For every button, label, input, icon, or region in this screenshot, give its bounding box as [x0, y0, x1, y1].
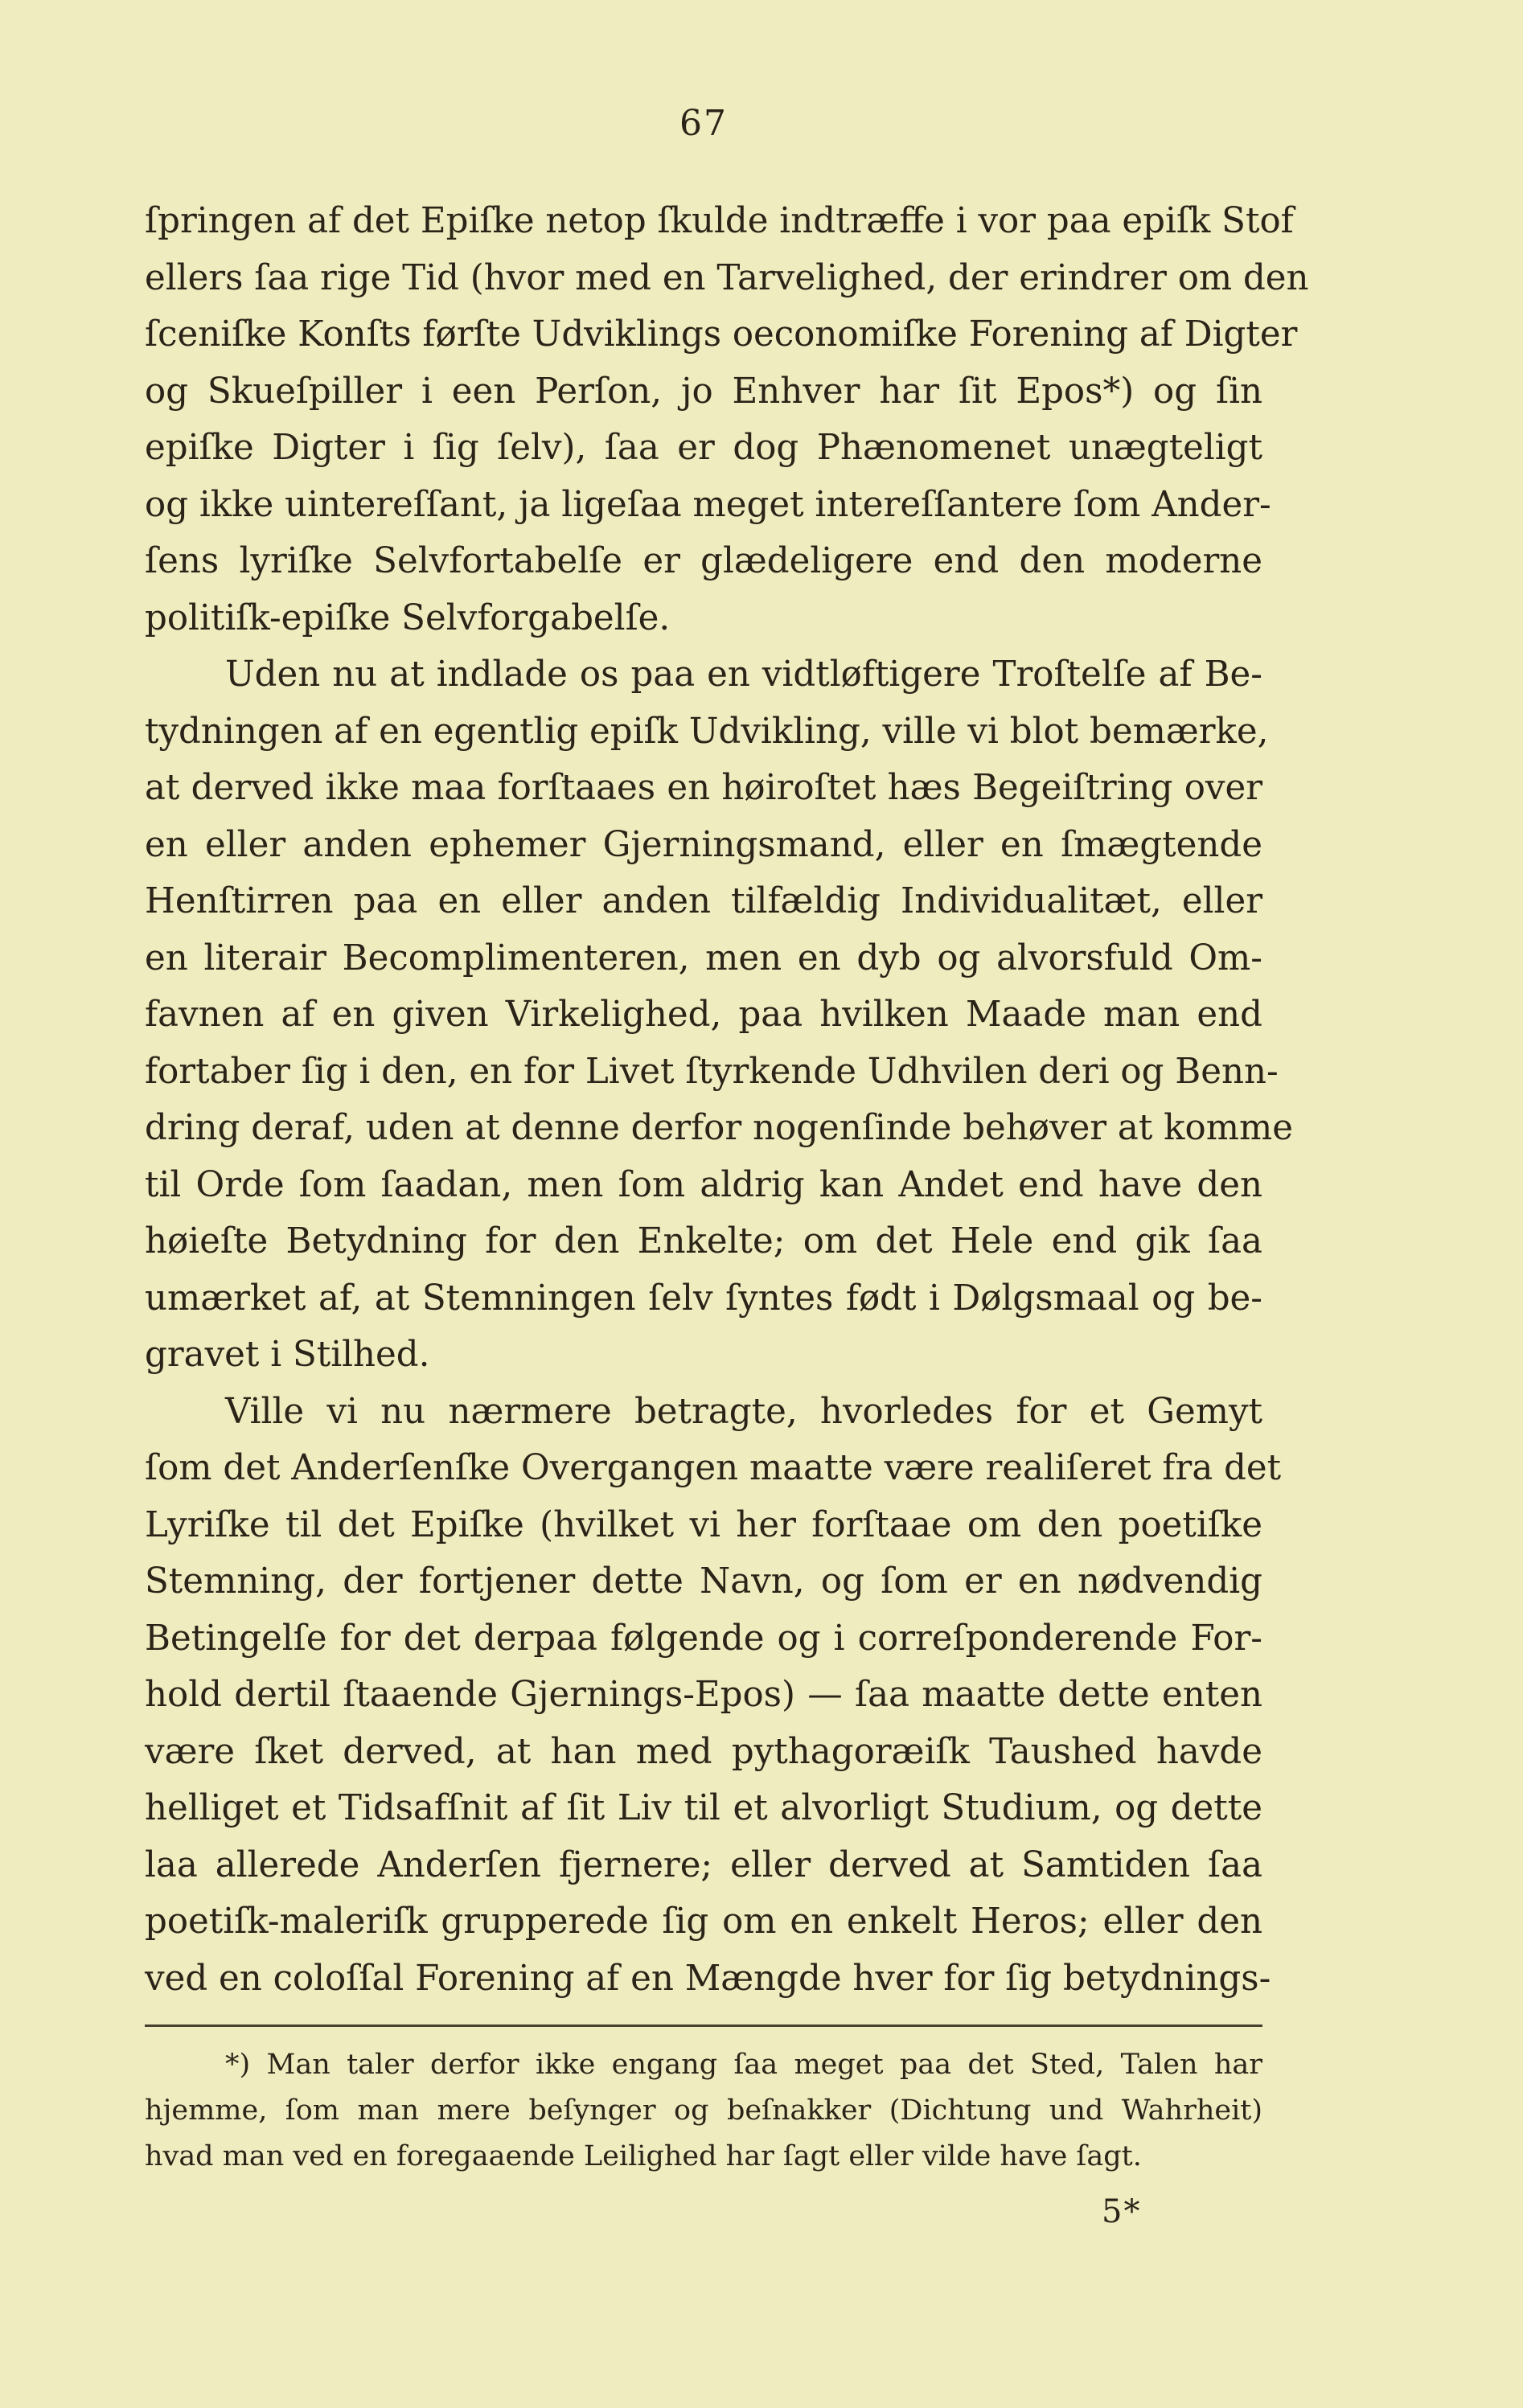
text-line: at derved ikke maa forſtaaes en høiroſtet hæs Begeiſtring over: [145, 768, 1262, 808]
text-line: politiſk-epiſke Selvforgabelſe.: [145, 597, 671, 638]
signature-mark: 5*: [1102, 2193, 1142, 2230]
text-line: hold dertil ſtaaende Gjernings-Epos) — ſaa maatte dette enten: [145, 1675, 1262, 1715]
text-line: en literair Becomplimenteren, men en dyb og alvorsfuld Om-: [145, 937, 1262, 978]
text-line: ved en coloſſal Forening af en Mængde hver for ſig betydnings-: [145, 1958, 1271, 1999]
text-line: umærket af, at Stemningen ſelv ſyntes født i Dølgsmaal og be-: [145, 1278, 1262, 1319]
text-line: Ville vi nu nærmere betragte, hvorledes for et Gemyt: [225, 1391, 1262, 1432]
text-line: ſens lyriſke Selvfortabelſe er glædeligere end den moderne: [145, 541, 1262, 581]
text-line: Lyriſke til det Epiſke (hvilket vi her forſtaae om den poetiſke: [145, 1504, 1262, 1545]
text-line: ellers ſaa rige Tid (hvor med en Tarvelighed, der erindrer om den: [145, 257, 1309, 298]
text-line: fortaber ſig i den, en for Livet ſtyrkende Udhvilen deri og Benn-: [145, 1051, 1279, 1092]
footnote-line: hjemme, ſom man mere beſynger og beſnakker (Dichtung und Wahrheit): [145, 2094, 1262, 2127]
text-line: poetiſk-maleriſk grupperede ſig om en enkelt Heros; eller den: [145, 1901, 1262, 1942]
text-line: ſceniſke Konſts førſte Udviklings oeconomiſke Forening af Digter: [145, 314, 1298, 355]
text-line: dring deraf, uden at denne derfor nogenſinde behøver at komme: [145, 1108, 1293, 1148]
footnote-divider: [145, 2024, 1262, 2027]
text-line: helliget et Tidsafſnit af ſit Liv til et alvorligt Studium, og dette: [145, 1788, 1262, 1828]
text-line: høieſte Betydning for den Enkelte; om det Hele end gik ſaa: [145, 1221, 1262, 1261]
text-line: ſpringen af det Epiſke netop ſkulde indtræffe i vor paa epiſk Stof: [145, 201, 1294, 241]
text-line: epiſke Digter i ſig ſelv), ſaa er dog Phænomenet unægteligt: [145, 428, 1262, 468]
text-line: tydningen af en egentlig epiſk Udvikling, ville vi blot bemærke,: [145, 711, 1269, 752]
footnote: [145, 2042, 1262, 2180]
text-line: en eller anden ephemer Gjerningsmand, eller en ſmægtende: [145, 824, 1262, 865]
text-line: Stemning, der fortjener dette Navn, og ſom er en nødvendig: [145, 1561, 1262, 1602]
text-line: og Skueſpiller i een Perſon, jo Enhver har ſit Epos*) og ſin: [145, 371, 1262, 412]
page-number: 67: [679, 103, 728, 144]
footnote-line: hvad man ved en foregaaende Leilighed har ſagt eller vilde have ſagt.: [145, 2140, 1142, 2172]
text-line: til Orde ſom ſaadan, men ſom aldrig kan Andet end have den: [145, 1164, 1262, 1205]
text-line: favnen af en given Virkelighed, paa hvilken Maade man end: [145, 995, 1262, 1035]
text-line: ſom det Anderſenſke Overgangen maatte være realiſeret fra det: [145, 1448, 1282, 1488]
footnote-line: *) Man taler derfor ikke engang ſaa meget paa det Sted, Talen har: [225, 2049, 1262, 2081]
text-line: Betingelſe for det derpaa følgende og i correſponderende For-: [145, 1618, 1262, 1659]
text-line: laa allerede Anderſen fjernere; eller derved at Samtiden ſaa: [145, 1844, 1262, 1885]
text-line: og ikke uintereſſant, ja ligeſaa meget intereſſantere ſom Ander-: [145, 484, 1271, 525]
text-line: Henſtirren paa en eller anden tilfældig Individualitæt, eller: [145, 881, 1262, 921]
text-line: være ſket derved, at han med pythagoræiſk Taushed havde: [145, 1731, 1262, 1772]
text-line: gravet i Stilhed.: [145, 1335, 430, 1375]
body-text: [145, 193, 1309, 2007]
text-line: Uden nu at indlade os paa en vidtløftigere Troſtelſe af Be-: [225, 654, 1262, 695]
